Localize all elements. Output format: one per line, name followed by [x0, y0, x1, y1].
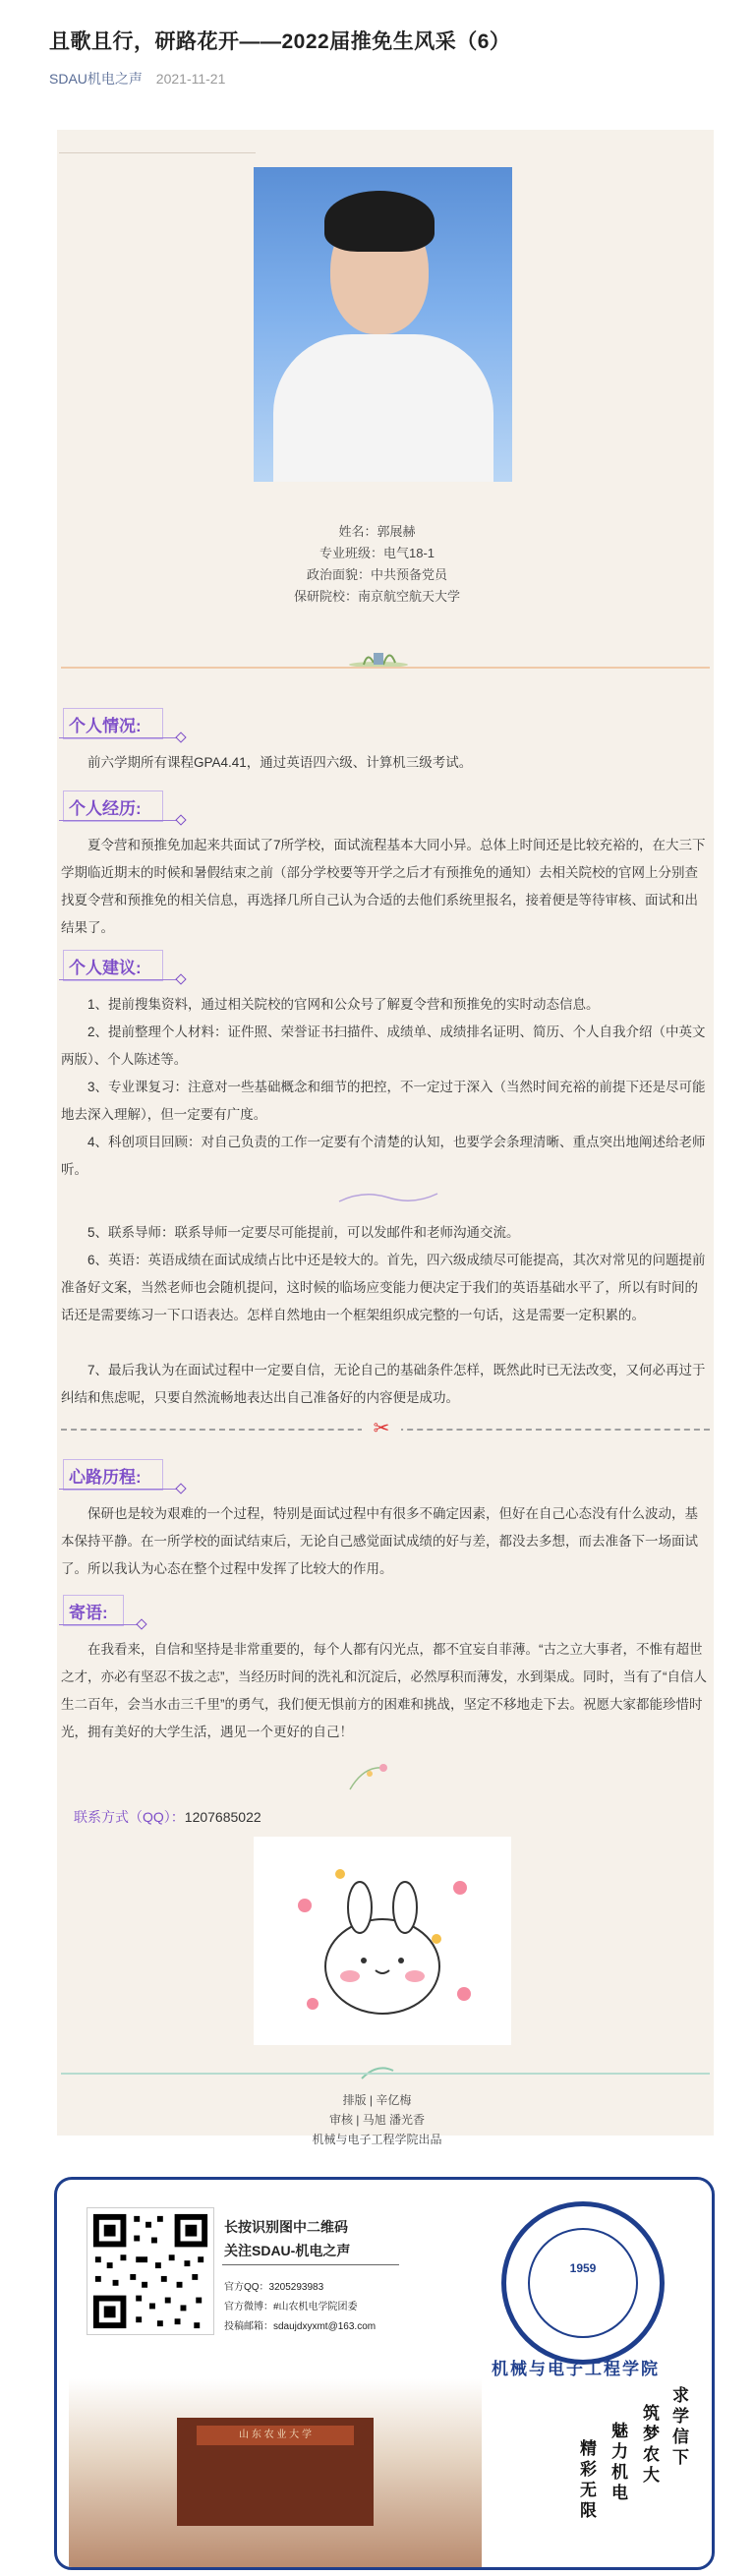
publish-date: 2021-11-21 — [155, 71, 226, 87]
college-seal-icon: 1959 — [501, 2201, 665, 2365]
qr-code-icon[interactable] — [87, 2207, 214, 2335]
section-heading-experience: 个人经历: — [69, 794, 142, 819]
situation-text: 前六学期所有课程GPA4.41，通过英语四六级、计算机三级考试。 — [87, 755, 473, 770]
student-photo — [254, 167, 512, 482]
experience-text: 夏令营和预推免加起来共面试了7所学校，面试流程基本大同小异。总体上时间还是比较充裕的，在大三下学期临近期末的时候和暑假结束之前（部分学校要等开学之后才有预推免的通知）去相关院校的官网上分别查找夏令营和预推免的相关信息，再选择几所自己认为合适的去他们系统里报名，接着便是等待审核、面试和出结果了。 — [61, 838, 706, 935]
article-title: 且歌且行，研路花开——2022届推免生风采（6） — [49, 30, 511, 53]
footer-qq: 官方QQ：3205293983 — [224, 2282, 324, 2293]
gate-sign-text: 山 东 农 业 大 学 — [197, 2426, 354, 2445]
contact-line — [74, 1807, 261, 1827]
section-heading-message: 寄语: — [69, 1599, 108, 1623]
footer-divider — [222, 2264, 399, 2265]
slogan-col-3: 魅力机电 — [608, 2422, 627, 2504]
plant-decoration-icon — [344, 643, 413, 669]
profile-political: 政治面貌：中共预备党员 — [306, 567, 447, 582]
credit-producer: 机械与电子工程学院出品 — [312, 2133, 442, 2146]
slogan-col-1: 求学信下 — [668, 2386, 688, 2469]
orange-divider — [61, 667, 710, 669]
account-link[interactable]: SDAU机电之声 — [49, 71, 143, 87]
profile-class: 专业班级：电气18-1 — [319, 546, 435, 560]
advice-item-7: 7、最后我认为在面试过程中一定要自信，无论自己的基础条件怎样，既然此时已无法改变，又何必再过于纠结和焦虑呢，只要自然流畅地表达出自己准备好的内容便是成功。 — [61, 1363, 706, 1405]
footer-follow-text: 关注SDAU-机电之声 — [224, 2243, 351, 2258]
advice-item-1: 1、提前搜集资料，通过相关院校的官网和公众号了解夏令营和预推免的实时动态信息。 — [87, 997, 600, 1012]
footer-scan-text: 长按识别图中二维码 — [224, 2219, 348, 2235]
flower-doodle-icon — [344, 1760, 393, 1793]
campus-gate-image — [69, 2378, 482, 2570]
advice-item-3: 3、专业课复习：注意对一些基础概念和细节的把控，不一定过于深入（当然时间充裕的前提下还是尽可能地去深入理解），但一定要有广度。 — [61, 1080, 706, 1122]
profile-name: 姓名：郭展赫 — [338, 524, 416, 539]
advice-item-5: 5、联系导师：联系导师一定要尽可能提前，可以发邮件和老师沟通交流。 — [87, 1225, 520, 1240]
profile-school: 保研院校：南京航空航天大学 — [293, 589, 460, 604]
footer-weibo: 官方微博：#山农机电学院团委 — [224, 2302, 358, 2313]
slogan-col-2: 筑梦农大 — [639, 2404, 659, 2487]
footer-card — [54, 2177, 715, 2570]
message-text: 在我看来，自信和坚持是非常重要的，每个人都有闪光点，都不宜妄自菲薄。“古之立大事者，不惟有超世之才，亦必有坚忍不拔之志”，当经历时间的洗礼和沉淀后，必然厚积而薄发，水到渠成。同时，当有了“自信人生二百年，会当水击三千里”的勇气，我们便无惧前方的困难和挑战，坚定不移地走下去。祝愿大家都能珍惜时光，拥有美好的大学生活，遇见一个更好的自己！ — [61, 1642, 707, 1739]
advice-item-4: 4、科创项目回顾：对自己负责的工作一定要有个清楚的认知，也要学会条理清晰、重点突出地阐述给老师听。 — [61, 1135, 706, 1177]
credit-layout: 排版 | 辛亿梅 — [342, 2093, 412, 2107]
advice-item-6: 6、英语：英语成绩在面试成绩占比中还是较大的。首先，四六级成绩尽可能提高，其次对常见的问题提前准备好文案，当然老师也会随机提问，这时候的临场应变能力便决定于我们的英语基础水平了，所以有时间的话还是需要练习一下口语表达。怎样自然地由一个框架组织成完整的一句话，这是需要一定积累的。 — [61, 1253, 706, 1322]
section-heading-situation: 个人情况: — [69, 712, 142, 736]
section-heading-journey: 心路历程: — [69, 1463, 142, 1488]
article-meta — [49, 69, 225, 88]
swirl-decoration-icon — [334, 1188, 442, 1207]
journey-text: 保研也是较为艰难的一个过程，特别是面试过程中有很多不确定因素，但好在自己心态没有什么波动，基本保持平静。在一所学校的面试结束后，无论自己感觉面试成绩的好与差，都没去多想，而去准备下一场面试了。所以我认为心态在整个过程中发挥了比较大的作用。 — [61, 1506, 698, 1576]
slogan-col-4: 精彩无限 — [576, 2439, 596, 2522]
footer-email: 投稿邮箱：sdaujdxyxmt@163.com — [224, 2321, 377, 2332]
contact-label: 联系方式（QQ）： — [74, 1809, 185, 1825]
top-divider — [59, 152, 256, 153]
green-divider — [61, 2073, 710, 2075]
leaf-decoration-icon — [358, 2061, 397, 2082]
bunny-sticker-icon — [254, 1837, 511, 2045]
advice-item-2: 2、提前整理个人材料：证件照、荣誉证书扫描件、成绩单、成绩排名证明、简历、个人自我介绍（中英文两版）、个人陈述等。 — [61, 1025, 706, 1067]
credit-review: 审核 | 马旭 潘光香 — [328, 2113, 426, 2127]
college-name: 机械与电子工程学院 — [492, 2360, 660, 2379]
scissors-icon: ✂ — [362, 1416, 401, 1439]
section-heading-advice: 个人建议: — [69, 954, 142, 978]
contact-qq: 1207685022 — [184, 1809, 261, 1825]
